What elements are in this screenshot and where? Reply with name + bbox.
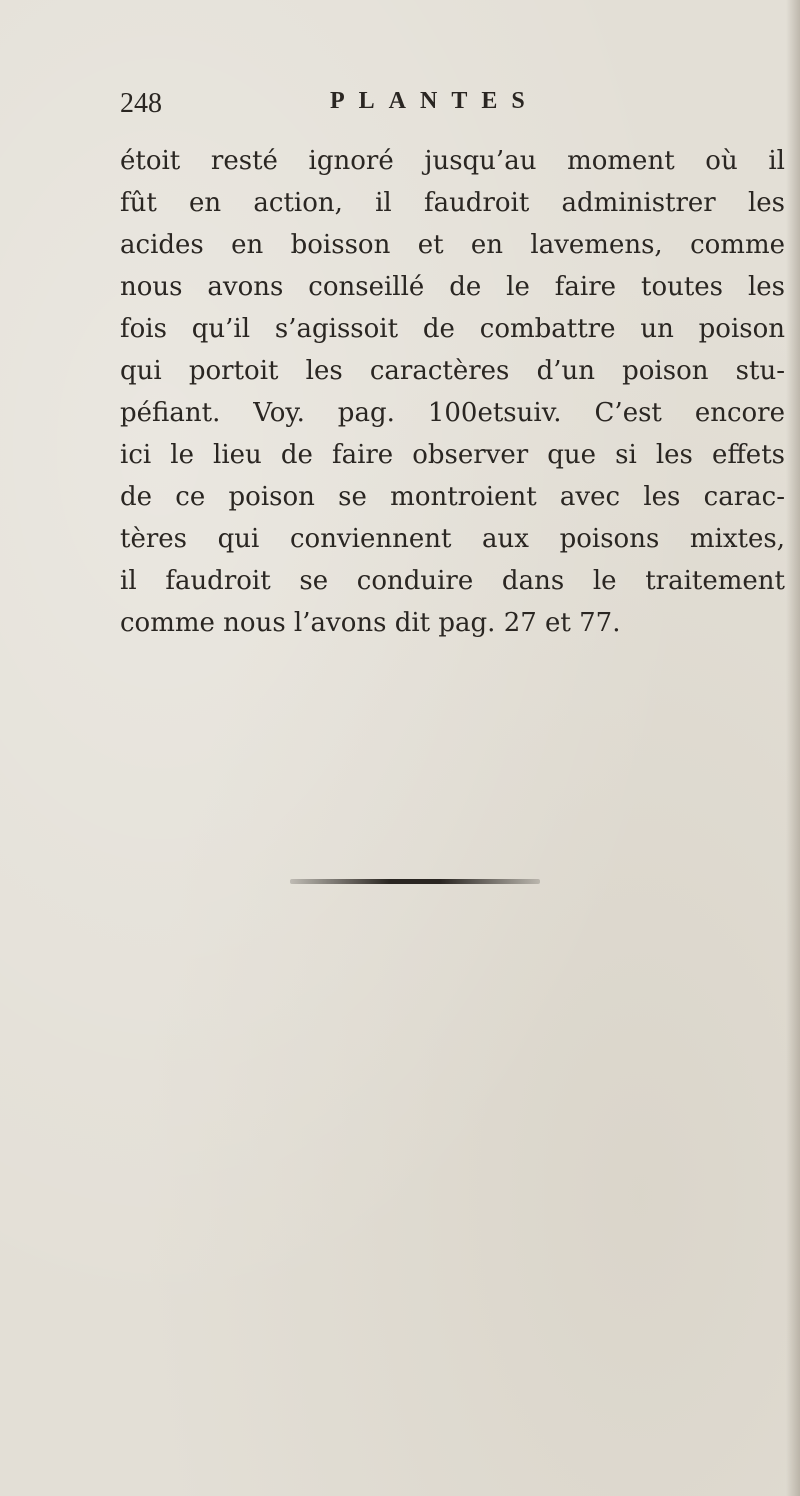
text-line: fût en action, il faudroit administrer les [120,188,785,218]
text-line: de ce poison se montroient avec les carac- [120,482,785,512]
page-edge-shadow [786,0,800,1496]
text-line: acides en boisson et en lavemens, comme [120,230,785,260]
text-line: comme nous l’avons dit pag. 27 et 77. [120,608,621,638]
section-end-rule [290,879,540,884]
page-header [120,88,760,128]
body-text [120,140,785,644]
text-line: fois qu’il s’agissoit de combattre un poison [120,314,785,344]
text-line: étoit resté ignoré jusqu’au moment où il [120,146,785,176]
running-head: PLANTES [330,88,539,114]
text-line: tères qui conviennent aux poisons mixtes, [120,524,785,554]
text-line: nous avons conseillé de le faire toutes les [120,272,785,302]
text-line: ici le lieu de faire observer que si les effets [120,440,785,470]
text-line: péfiant. Voy. pag. 100etsuiv. C’est encore [120,398,785,428]
page-number: 248 [120,88,162,119]
text-line: qui portoit les caractères d’un poison stu- [120,356,785,386]
text-line: il faudroit se conduire dans le traitement [120,566,785,596]
